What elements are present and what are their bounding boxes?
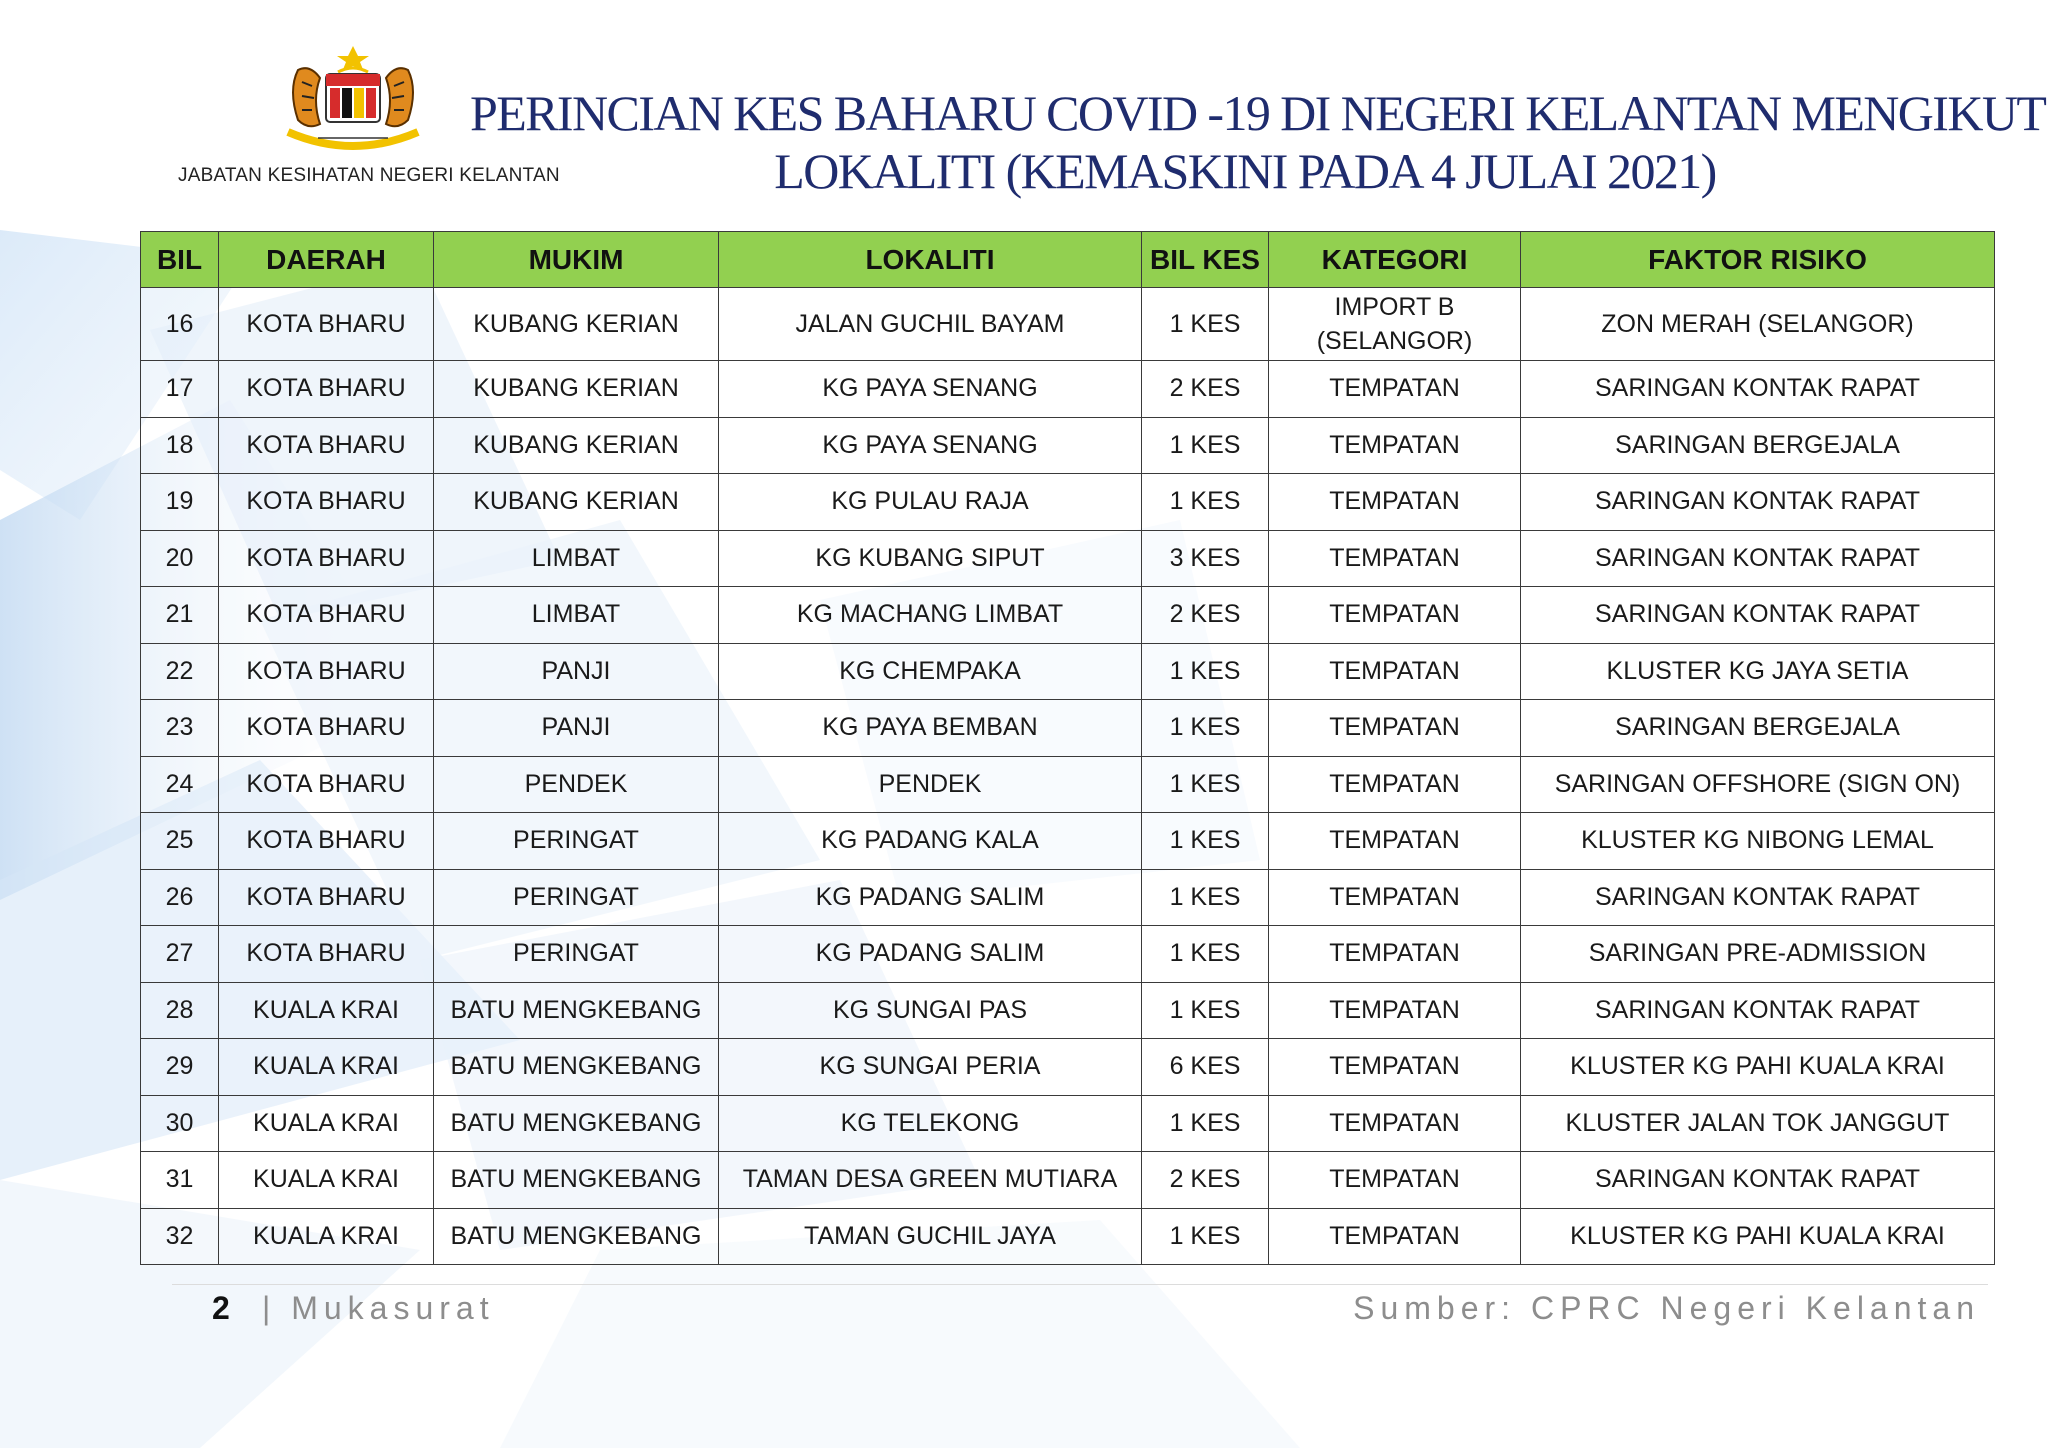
cell-mukim: KUBANG KERIAN (434, 361, 719, 418)
cell-daerah: KOTA BHARU (219, 700, 434, 757)
table-row (141, 474, 1995, 531)
cell-kategori: TEMPATAN (1269, 361, 1521, 418)
page-number: 2 (212, 1290, 230, 1326)
table-row (141, 1208, 1995, 1265)
column-header-daerah: DAERAH (219, 232, 434, 288)
table-row (141, 643, 1995, 700)
cell-daerah: KOTA BHARU (219, 361, 434, 418)
cell-bil-kes: 2 KES (1142, 361, 1269, 418)
footer-divider (172, 1284, 1988, 1285)
cell-kategori: TEMPATAN (1269, 1152, 1521, 1209)
cell-bil-kes: 1 KES (1142, 643, 1269, 700)
cell-lokaliti: TAMAN DESA GREEN MUTIARA (719, 1152, 1142, 1209)
cell-kategori: TEMPATAN (1269, 926, 1521, 983)
table-row (141, 417, 1995, 474)
cell-kategori: TEMPATAN (1269, 530, 1521, 587)
department-name: JABATAN KESIHATAN NEGERI KELANTAN (178, 165, 560, 186)
table-row (141, 756, 1995, 813)
cell-mukim: PANJI (434, 700, 719, 757)
cell-lokaliti: KG TELEKONG (719, 1095, 1142, 1152)
cell-mukim: PANJI (434, 643, 719, 700)
cell-lokaliti: KG SUNGAI PAS (719, 982, 1142, 1039)
cell-faktor-risiko: SARINGAN BERGEJALA (1521, 417, 1995, 474)
cell-bil-kes: 1 KES (1142, 756, 1269, 813)
cell-faktor-risiko: SARINGAN KONTAK RAPAT (1521, 1152, 1995, 1209)
cell-kategori: TEMPATAN (1269, 417, 1521, 474)
cell-daerah: KOTA BHARU (219, 813, 434, 870)
table-row (141, 530, 1995, 587)
table-row (141, 700, 1995, 757)
cell-mukim: BATU MENGKEBANG (434, 982, 719, 1039)
cell-bil: 23 (141, 700, 219, 757)
cell-daerah: KOTA BHARU (219, 474, 434, 531)
cell-faktor-risiko: SARINGAN KONTAK RAPAT (1521, 530, 1995, 587)
cell-bil-kes: 1 KES (1142, 417, 1269, 474)
table-row (141, 982, 1995, 1039)
cell-bil-kes: 1 KES (1142, 700, 1269, 757)
cell-kategori: TEMPATAN (1269, 869, 1521, 926)
cell-lokaliti: KG PULAU RAJA (719, 474, 1142, 531)
page-title-line2: LOKALITI (KEMASKINI PADA 4 JULAI 2021) (774, 143, 1716, 199)
cell-mukim: PERINGAT (434, 926, 719, 983)
cell-bil: 27 (141, 926, 219, 983)
cell-lokaliti: KG MACHANG LIMBAT (719, 587, 1142, 644)
cell-bil: 22 (141, 643, 219, 700)
page-title (470, 84, 2046, 200)
table-row (141, 1095, 1995, 1152)
source-credit: Sumber: CPRC Negeri Kelantan (1353, 1290, 1980, 1326)
cell-bil-kes: 2 KES (1142, 587, 1269, 644)
cell-faktor-risiko: SARINGAN KONTAK RAPAT (1521, 361, 1995, 418)
cell-bil-kes: 1 KES (1142, 869, 1269, 926)
table-row (141, 813, 1995, 870)
column-header-lokaliti: LOKALITI (719, 232, 1142, 288)
cell-bil-kes: 3 KES (1142, 530, 1269, 587)
cell-kategori: TEMPATAN (1269, 1208, 1521, 1265)
cell-mukim: BATU MENGKEBANG (434, 1152, 719, 1209)
cell-bil: 28 (141, 982, 219, 1039)
cell-bil-kes: 1 KES (1142, 1208, 1269, 1265)
column-header-bil-kes: BIL KES (1142, 232, 1269, 288)
cell-kategori: TEMPATAN (1269, 587, 1521, 644)
cell-faktor-risiko: SARINGAN OFFSHORE (SIGN ON) (1521, 756, 1995, 813)
cell-bil: 21 (141, 587, 219, 644)
cell-mukim: BATU MENGKEBANG (434, 1095, 719, 1152)
cell-daerah: KUALA KRAI (219, 1039, 434, 1096)
cell-faktor-risiko: KLUSTER KG PAHI KUALA KRAI (1521, 1039, 1995, 1096)
cell-kategori: TEMPATAN (1269, 1039, 1521, 1096)
cell-mukim: PERINGAT (434, 813, 719, 870)
cell-daerah: KOTA BHARU (219, 926, 434, 983)
cell-daerah: KOTA BHARU (219, 756, 434, 813)
cell-lokaliti: KG PADANG SALIM (719, 869, 1142, 926)
cell-bil-kes: 1 KES (1142, 1095, 1269, 1152)
cell-daerah: KUALA KRAI (219, 1208, 434, 1265)
cell-bil: 20 (141, 530, 219, 587)
column-header-bil: BIL (141, 232, 219, 288)
table-row (141, 926, 1995, 983)
cell-lokaliti: KG PAYA SENANG (719, 361, 1142, 418)
cell-kategori: IMPORT B (SELANGOR) (1269, 288, 1521, 361)
table-row (141, 288, 1995, 361)
cell-bil: 16 (141, 288, 219, 361)
cell-bil-kes: 2 KES (1142, 1152, 1269, 1209)
cell-daerah: KUALA KRAI (219, 1095, 434, 1152)
cell-faktor-risiko: SARINGAN BERGEJALA (1521, 700, 1995, 757)
cell-mukim: LIMBAT (434, 587, 719, 644)
cell-faktor-risiko: SARINGAN PRE-ADMISSION (1521, 926, 1995, 983)
cell-mukim: PERINGAT (434, 869, 719, 926)
cell-mukim: BATU MENGKEBANG (434, 1039, 719, 1096)
table-row (141, 361, 1995, 418)
cell-faktor-risiko: SARINGAN KONTAK RAPAT (1521, 869, 1995, 926)
cell-lokaliti: KG PAYA SENANG (719, 417, 1142, 474)
cell-lokaliti: PENDEK (719, 756, 1142, 813)
cell-bil-kes: 6 KES (1142, 1039, 1269, 1096)
cell-mukim: KUBANG KERIAN (434, 417, 719, 474)
cell-lokaliti: KG SUNGAI PERIA (719, 1039, 1142, 1096)
cases-table (140, 231, 1995, 1265)
malaysia-coat-of-arms-icon (268, 40, 438, 160)
cell-kategori: TEMPATAN (1269, 813, 1521, 870)
cell-faktor-risiko: KLUSTER KG JAYA SETIA (1521, 643, 1995, 700)
page-label: | Mukasurat (262, 1290, 495, 1326)
cell-mukim: PENDEK (434, 756, 719, 813)
cell-mukim: LIMBAT (434, 530, 719, 587)
cell-lokaliti: KG PADANG KALA (719, 813, 1142, 870)
cell-kategori: TEMPATAN (1269, 1095, 1521, 1152)
cell-kategori: TEMPATAN (1269, 700, 1521, 757)
cell-faktor-risiko: SARINGAN KONTAK RAPAT (1521, 587, 1995, 644)
cell-daerah: KOTA BHARU (219, 530, 434, 587)
cell-faktor-risiko: SARINGAN KONTAK RAPAT (1521, 982, 1995, 1039)
table-header-row (141, 232, 1995, 288)
page-title-line1: PERINCIAN KES BAHARU COVID -19 DI NEGERI KELANTAN MENGIKUT (470, 85, 2046, 141)
cell-bil-kes: 1 KES (1142, 813, 1269, 870)
column-header-faktor-risiko: FAKTOR RISIKO (1521, 232, 1995, 288)
cell-kategori: TEMPATAN (1269, 474, 1521, 531)
cell-daerah: KOTA BHARU (219, 417, 434, 474)
cell-daerah: KOTA BHARU (219, 288, 434, 361)
cell-bil-kes: 1 KES (1142, 982, 1269, 1039)
cell-lokaliti: JALAN GUCHIL BAYAM (719, 288, 1142, 361)
cell-faktor-risiko: SARINGAN KONTAK RAPAT (1521, 474, 1995, 531)
cell-mukim: BATU MENGKEBANG (434, 1208, 719, 1265)
cell-lokaliti: KG CHEMPAKA (719, 643, 1142, 700)
table-row (141, 587, 1995, 644)
cell-bil: 26 (141, 869, 219, 926)
cell-kategori: TEMPATAN (1269, 756, 1521, 813)
column-header-mukim: MUKIM (434, 232, 719, 288)
cell-kategori: TEMPATAN (1269, 982, 1521, 1039)
cell-daerah: KOTA BHARU (219, 587, 434, 644)
cell-faktor-risiko: KLUSTER KG NIBONG LEMAL (1521, 813, 1995, 870)
table-row (141, 869, 1995, 926)
cell-daerah: KUALA KRAI (219, 1152, 434, 1209)
cell-bil: 25 (141, 813, 219, 870)
cell-bil: 24 (141, 756, 219, 813)
cell-lokaliti: KG KUBANG SIPUT (719, 530, 1142, 587)
column-header-kategori: KATEGORI (1269, 232, 1521, 288)
cell-faktor-risiko: KLUSTER JALAN TOK JANGGUT (1521, 1095, 1995, 1152)
cell-bil-kes: 1 KES (1142, 926, 1269, 983)
table-row (141, 1152, 1995, 1209)
cell-bil-kes: 1 KES (1142, 288, 1269, 361)
cell-lokaliti: TAMAN GUCHIL JAYA (719, 1208, 1142, 1265)
cell-mukim: KUBANG KERIAN (434, 288, 719, 361)
cell-faktor-risiko: KLUSTER KG PAHI KUALA KRAI (1521, 1208, 1995, 1265)
cell-kategori: TEMPATAN (1269, 643, 1521, 700)
cell-daerah: KUALA KRAI (219, 982, 434, 1039)
cell-bil-kes: 1 KES (1142, 474, 1269, 531)
cell-bil: 30 (141, 1095, 219, 1152)
cell-bil: 32 (141, 1208, 219, 1265)
cell-lokaliti: KG PADANG SALIM (719, 926, 1142, 983)
cell-bil: 31 (141, 1152, 219, 1209)
cell-faktor-risiko: ZON MERAH (SELANGOR) (1521, 288, 1995, 361)
cell-daerah: KOTA BHARU (219, 643, 434, 700)
cell-lokaliti: KG PAYA BEMBAN (719, 700, 1142, 757)
cell-bil: 29 (141, 1039, 219, 1096)
cell-daerah: KOTA BHARU (219, 869, 434, 926)
cell-bil: 19 (141, 474, 219, 531)
cell-bil: 18 (141, 417, 219, 474)
cell-mukim: KUBANG KERIAN (434, 474, 719, 531)
cell-bil: 17 (141, 361, 219, 418)
table-row (141, 1039, 1995, 1096)
